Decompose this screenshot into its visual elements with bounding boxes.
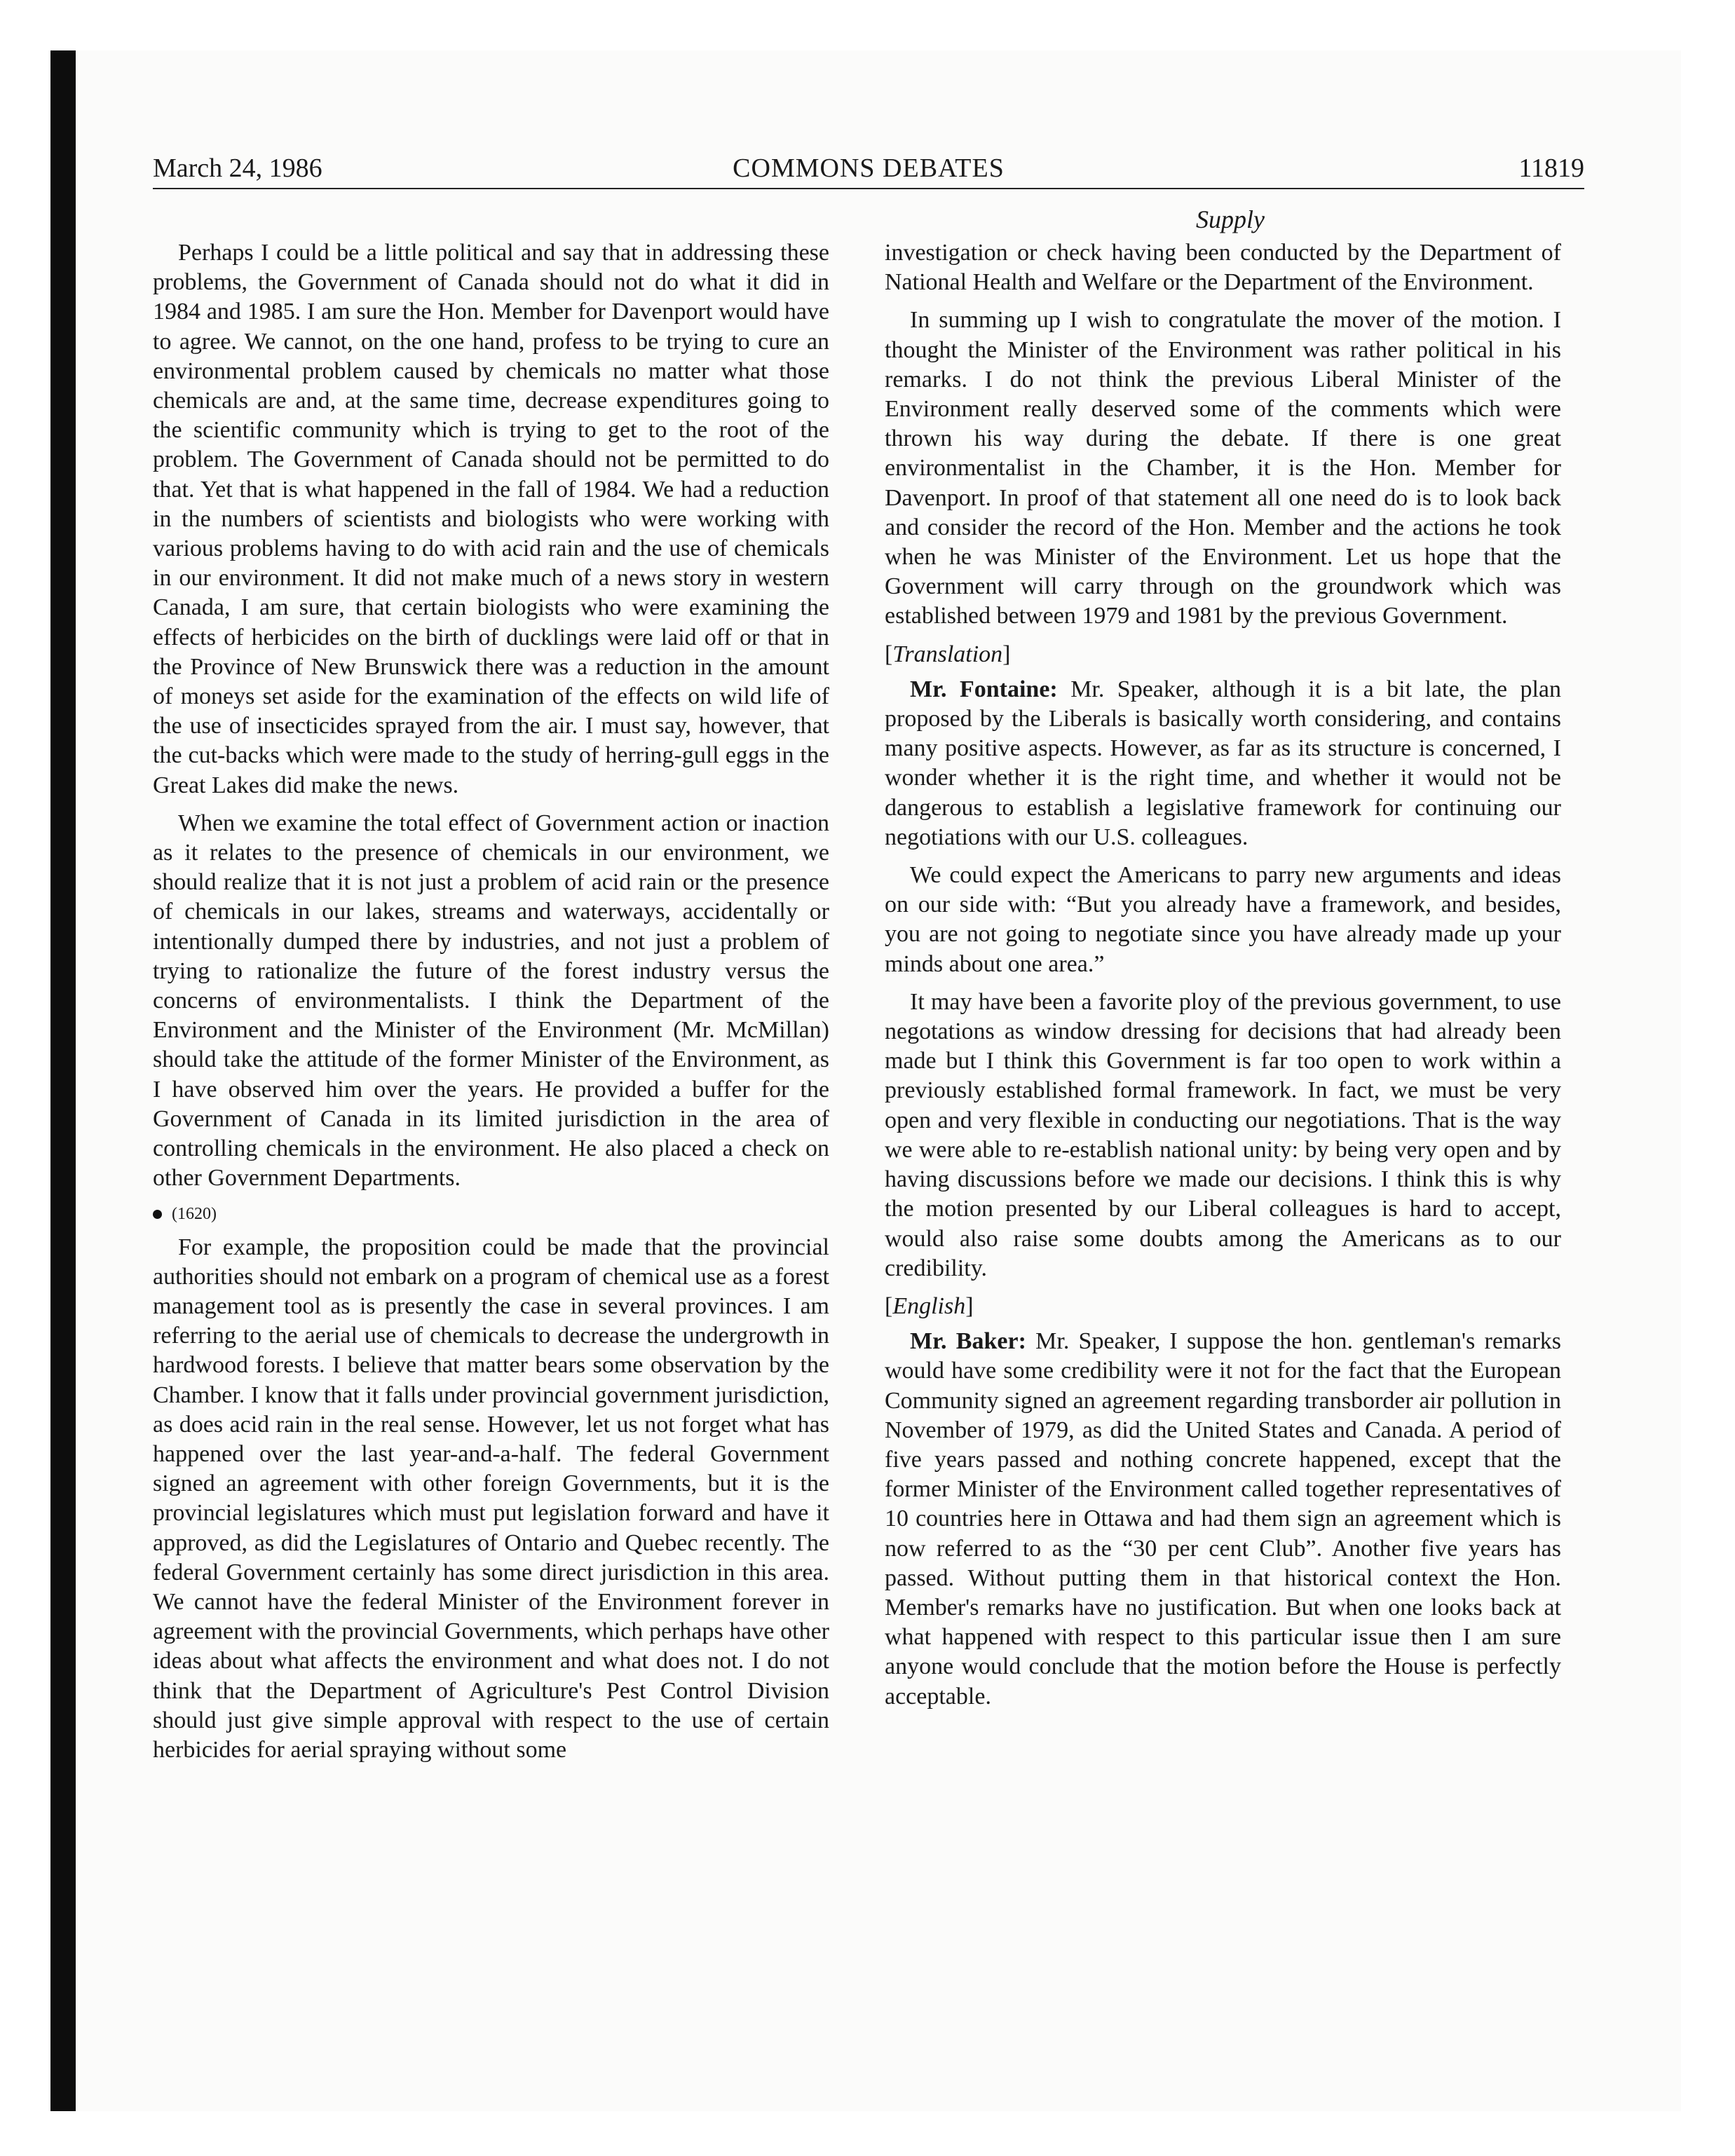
left-paragraph-3: For example, the proposition could be made that the provincial authorities should not embark on a program of chemical use as a forest management tool as is presently the case in several provinces. I am referring to the aerial use of chemicals to decrease the undergrowth in hardwood forests. I believe that matter bears some observation by the Chamber. I know that it falls under provincial government jurisdiction, as does acid rain in the real sense. However, let us not forget what has happened over the last year-and-a-half. The federal Government signed an agreement with other foreign Governments, but it is the provincial legislatures which must put legislation forward and have it approved, as did the Legislatures of Ontario and Quebec recently. The federal Government certainly has some direct jurisdiction in this area. We cannot have the federal Minister of the Environment forever in agreement with the provincial Governments, which perhaps have other ideas about what affects the environment and what does not. I do not think that the Department of Agriculture's Pest Control Division should just give simple approval with respect to the use of certain herbicides for aerial spraying without some <box>153 1234 829 1763</box>
left-column <box>153 238 829 1773</box>
bullet-dot-icon <box>153 1210 162 1219</box>
left-paragraph-1: Perhaps I could be a little political and say that in addressing these problems, the Government of Canada should not do what it did in 1984 and 1985. I am sure the Hon. Member for Davenport would have to agree. We cannot, on the one hand, profess to be trying to cure an environmental problem caused by chemicals no matter what those chemicals are and, at the same time, decrease expenditures going to the scientific community which is trying to get to the root of the problem. The Government of Canada should not be permitted to do that. Yet that is what happened in the fall of 1984. We had a reduction in the numbers of scientists and biologists who were working with various problems having to do with acid rain and the use of chemicals in our environment. It did not make much of a news story in western Canada, I am sure, that certain biologists who were examining the effects of herbicides on the birth of ducklings were laid off or that in the Province of New Brunswick there was a reduction in the amount of moneys set aside for the examination of the effects on wild life of the use of insecticides sprayed from the air. I must say, however, that the cut-backs which were made to the study of herring-gull eggs in the Great Lakes did make the news. <box>153 240 829 798</box>
right-column <box>885 238 1561 1720</box>
time-marker <box>153 1203 829 1224</box>
time-marker-text: (1620) <box>172 1204 217 1223</box>
right-paragraph-2: In summing up I wish to congratulate the mover of the motion. I thought the Minister of the Environment was rather political in his remarks. I do not think the previous Liberal Minister of the Environment really deserved some of the comments which were thrown his way during the debate. If there is one great environmentalist in the Chamber, it is the Hon. Member for Davenport. In proof of that statement all one need do is to look back and consider the record of the Hon. Member and the actions he took when he was Minister of the Environment. Let us hope that the Government will carry through on the groundwork which was established between 1979 and 1981 by the previous Government. <box>885 307 1561 629</box>
header-publication-title: COMMONS DEBATES <box>733 153 1005 183</box>
speaker-name-fontaine: Mr. Fontaine: <box>910 676 1058 702</box>
english-label: [English] <box>885 1292 974 1319</box>
baker-speech-text: Mr. Speaker, I suppose the hon. gentleman's remarks would have some credibility were it not for the fact that the European Community signed an agreement regarding transborder air pollution in November of 1979, as did the United States and Canada. A period of five years passed and nothing concrete happened, except that the former Minister of the Environment called together representatives of 10 countries here in Ottawa and had them sign an agreement which is now referred to as the “30 per cent Club”. Another five years has passed. Without putting them in that historical context the Hon. Member's remarks have no justification. But when one looks back at what happened with respect to this particular issue then I am sure anyone would conclude that the motion before the House is perfectly acceptable. <box>885 1328 1561 1710</box>
translation-label-text: Translation <box>892 641 1003 667</box>
header-page-number: 11819 <box>1518 153 1584 183</box>
english-label-text: English <box>892 1292 966 1319</box>
left-paragraph-2: When we examine the total effect of Government action or inaction as it relates to the presence of chemicals in our environment, we should realize that it is not just a problem of acid rain or the presence of chemicals in our lakes, streams and waterways, accidentally or intentionally dumped there by industries, and not just a problem of trying to rationalize the future of the forest industry versus the concerns of environmentalists. I think the Department of the Environment and the Minister of the Environment (Mr. McMillan) should take the attitude of the former Minister of the Environment, as I have observed him over the years. He provided a buffer for the Government of Canada in its limited jurisdiction in the area of controlling chemicals in the environment. He also placed a check on other Government Departments. <box>153 810 829 1192</box>
right-paragraph-5: It may have been a favorite ploy of the previous government, to use negotations as window dressing for decisions that had already been made but I think this Government is far too open to work within a previously established formal framework. In fact, we must be very open and very flexible in conducting our negotiations. That is the way we were able to re-establish national unity: by being very open and by having discussions before we made our decisions. I think this is why the motion presented by our Liberal colleagues is hard to accept, would also raise some doubts among the Americans as to our credibility. <box>885 988 1561 1281</box>
scan-edge-bar <box>50 50 76 2111</box>
speaker-name-baker: Mr. Baker: <box>910 1328 1026 1355</box>
translation-label: [Translation] <box>885 641 1011 667</box>
page-header <box>153 153 1584 189</box>
fontaine-speech <box>885 675 1561 852</box>
baker-speech <box>885 1327 1561 1712</box>
section-title: Supply <box>1196 205 1265 233</box>
header-date: March 24, 1986 <box>153 153 322 183</box>
right-paragraph-1: investigation or check having been conducted by the Department of National Health and Welfare or the Department of the Environment. <box>885 240 1561 296</box>
right-paragraph-4: We could expect the Americans to parry new arguments and ideas on our side with: “But you already have a framework, and besides, you are not going to negotiate since you have already made up your minds about one area.” <box>885 862 1561 977</box>
fontaine-speech-text: Mr. Speaker, although it is a bit late, the plan proposed by the Liberals is basically worth considering, and contains many positive aspects. However, as far as its structure is concerned, I wonder whether it is the right time, and whether it would not be dangerous to establish a legislative framework for continuing our negotiations with our U.S. colleagues. <box>885 676 1561 850</box>
